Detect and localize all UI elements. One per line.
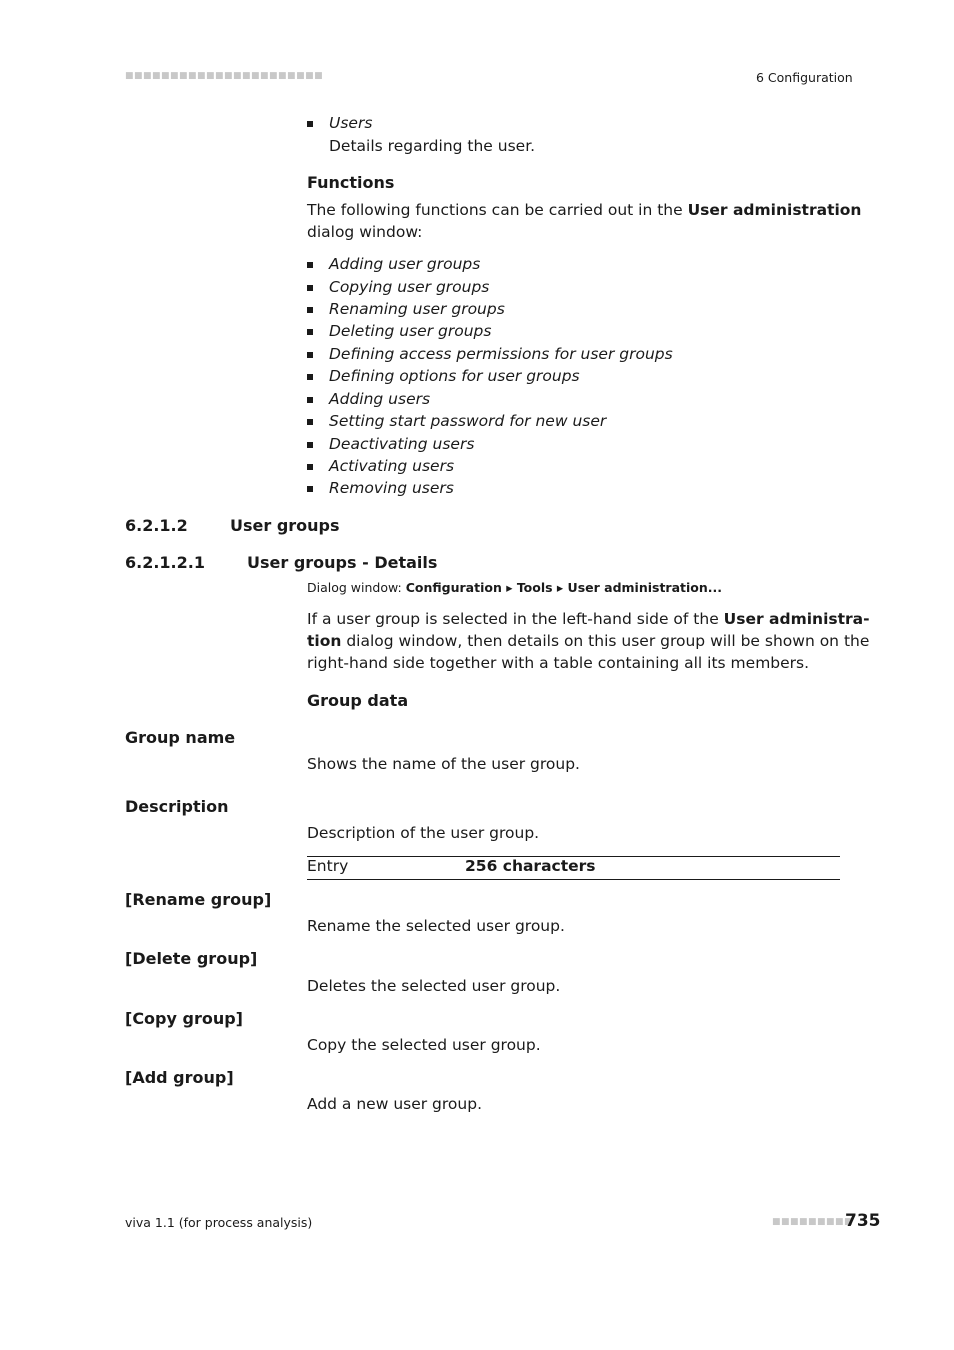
param-add-group-desc: Add a new user group. xyxy=(307,1095,483,1113)
param-delete-group-desc: Deletes the selected user group. xyxy=(307,977,561,995)
bullet-icon xyxy=(307,419,313,425)
bullet-icon xyxy=(307,307,313,313)
list-item: Adding user groups xyxy=(329,255,481,273)
param-copy-group: [Copy group] xyxy=(125,1009,243,1028)
param-group-name-desc: Shows the name of the user group. xyxy=(307,755,580,773)
param-group-name: Group name xyxy=(125,728,236,747)
list-item: Adding users xyxy=(329,390,431,408)
list-item: Setting start password for new user xyxy=(329,412,607,430)
subsection-title: User groups - Details xyxy=(247,553,438,572)
bullet-icon xyxy=(307,262,313,268)
list-item-detail: Details regarding the user. xyxy=(329,137,536,155)
functions-intro xyxy=(307,201,861,219)
footer-product: viva 1.1 (for process analysis) xyxy=(125,1215,313,1230)
entry-label: Entry xyxy=(307,857,349,875)
section-number: 6.2.1.2 xyxy=(125,516,188,535)
list-item: Removing users xyxy=(329,479,454,497)
header-chapter: 6 Configuration xyxy=(756,70,853,85)
bullet-icon xyxy=(307,442,313,448)
list-item: Defining options for user groups xyxy=(329,367,580,385)
bullet-icon xyxy=(307,352,313,358)
bullet-icon xyxy=(307,464,313,470)
param-rename-group: [Rename group] xyxy=(125,890,272,909)
list-item-users: Users xyxy=(329,114,373,132)
header-decoration: ■■■■■■■■■■■■■■■■■■■■■■ xyxy=(125,71,324,81)
paragraph-line-1 xyxy=(307,610,870,628)
paragraph-bold: User administra- xyxy=(723,610,870,628)
functions-heading: Functions xyxy=(307,173,395,192)
functions-intro-suffix: dialog window: xyxy=(307,223,423,241)
bullet-icon xyxy=(307,374,313,380)
paragraph-line-2 xyxy=(307,632,869,650)
subsection-number: 6.2.1.2.1 xyxy=(125,553,205,572)
dialog-path-value: Configuration ▸ Tools ▸ User administration... xyxy=(405,580,723,595)
dialog-path-prefix: Dialog window: xyxy=(307,580,406,595)
paragraph-text: If a user group is selected in the left-hand side of the xyxy=(307,610,724,628)
list-item: Copying user groups xyxy=(329,278,490,296)
paragraph-text: dialog window, then details on this user group will be shown on the xyxy=(341,632,870,650)
list-item: Defining access permissions for user groups xyxy=(329,345,673,363)
bullet-icon xyxy=(307,285,313,291)
param-description: Description xyxy=(125,797,229,816)
paragraph-bold: tion xyxy=(307,632,342,650)
list-item: Renaming user groups xyxy=(329,300,505,318)
functions-intro-bold: User administration xyxy=(687,201,862,219)
list-item: Deleting user groups xyxy=(329,322,492,340)
bullet-icon xyxy=(307,121,313,127)
paragraph-line-3: right-hand side together with a table containing all its members. xyxy=(307,654,810,672)
dialog-path xyxy=(307,580,722,595)
list-item: Activating users xyxy=(329,457,455,475)
param-rename-group-desc: Rename the selected user group. xyxy=(307,917,565,935)
list-item: Deactivating users xyxy=(329,435,475,453)
param-description-desc: Description of the user group. xyxy=(307,824,540,842)
section-title: User groups xyxy=(230,516,340,535)
page-number: 735 xyxy=(845,1211,881,1231)
param-delete-group: [Delete group] xyxy=(125,949,258,968)
bullet-icon xyxy=(307,397,313,403)
group-data-heading: Group data xyxy=(307,691,409,710)
entry-value: 256 characters xyxy=(465,857,596,875)
footer-decoration: ■■■■■■■■■ xyxy=(772,1217,854,1227)
param-add-group: [Add group] xyxy=(125,1068,234,1087)
table-bottom-rule xyxy=(307,879,840,880)
bullet-icon xyxy=(307,486,313,492)
functions-intro-text: The following functions can be carried out in the xyxy=(307,201,688,219)
bullet-icon xyxy=(307,329,313,335)
param-copy-group-desc: Copy the selected user group. xyxy=(307,1036,541,1054)
